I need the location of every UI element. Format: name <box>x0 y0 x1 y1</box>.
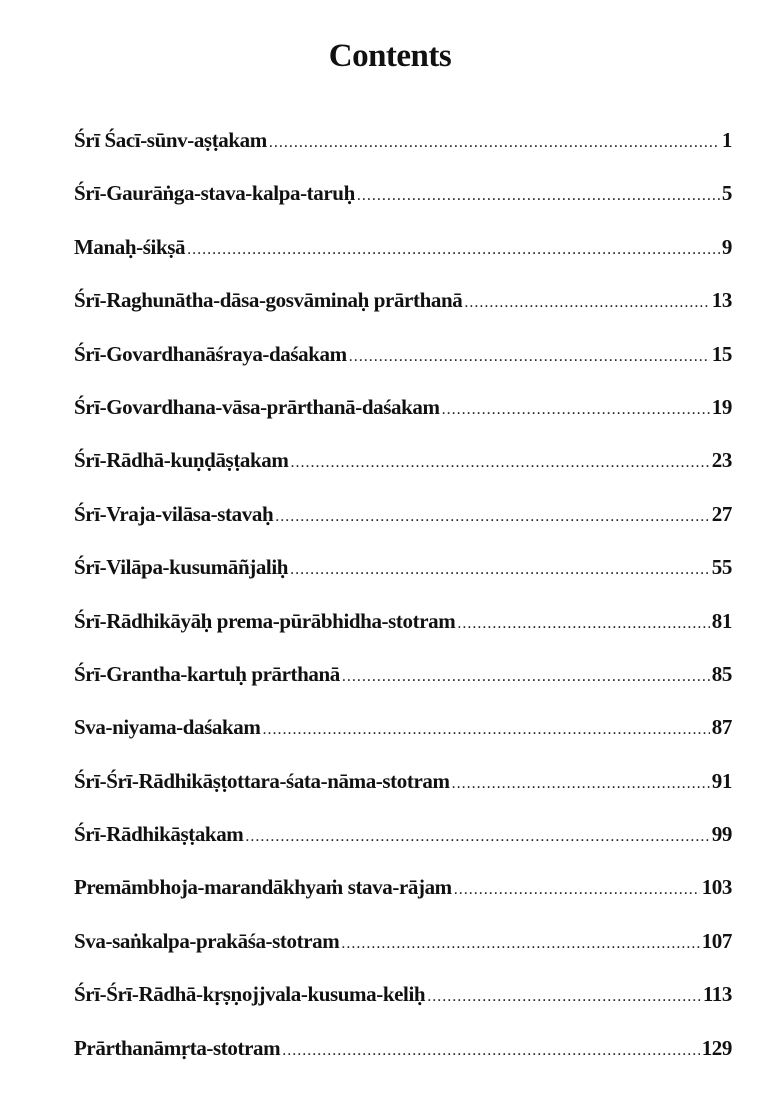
toc-entry-page: 9 <box>721 234 732 259</box>
toc-entry-title: Prārthanāmṛta-stotram <box>74 1035 281 1060</box>
toc-entry-page: 27 <box>711 501 732 526</box>
toc-entry-title: Śrī Śacī-sūnv-aṣṭakam <box>74 128 267 152</box>
toc-entry-page: 99 <box>711 822 732 847</box>
dot-leader <box>263 721 710 739</box>
toc-entry <box>74 448 732 501</box>
toc-entry-page: 5 <box>721 181 732 206</box>
toc-entry-page: 1 <box>721 128 732 152</box>
toc-entry <box>74 769 732 822</box>
toc-entry-title: Śrī-Govardhanāśraya-daśakam <box>74 341 347 366</box>
toc-entry-page: 91 <box>711 768 732 793</box>
dot-leader <box>341 935 699 953</box>
table-of-contents <box>74 128 732 1089</box>
toc-entry-title: Śrī-Grantha-kartuḥ prārthanā <box>74 661 340 686</box>
toc-entry <box>74 395 732 448</box>
toc-entry-title: Śrī-Śrī-Rādhikāṣṭottara-śata-nāma-stotram <box>74 768 450 793</box>
toc-entry <box>74 181 732 234</box>
toc-entry-page: 23 <box>711 448 732 473</box>
toc-entry <box>74 288 732 341</box>
toc-entry-title: Śrī-Vraja-vilāsa-stavaḥ <box>74 501 274 526</box>
toc-entry-page: 13 <box>711 288 732 313</box>
dot-leader <box>342 668 710 686</box>
toc-entry <box>74 715 732 768</box>
toc-entry <box>74 502 732 555</box>
dot-leader <box>457 615 709 633</box>
toc-entry <box>74 128 732 181</box>
toc-entry-title: Manaḥ-śikṣā <box>74 234 186 259</box>
dot-leader <box>269 134 720 152</box>
toc-entry <box>74 609 732 662</box>
toc-entry-title: Sva-niyama-daśakam <box>74 715 261 740</box>
toc-entry-title: Śrī-Govardhana-vāsa-prārthanā-daśakam <box>74 394 440 419</box>
toc-entry-page: 113 <box>702 982 732 1007</box>
toc-entry <box>74 662 732 715</box>
toc-entry-title: Śrī-Rādhikāṣṭakam <box>74 822 244 847</box>
toc-entry-title: Śrī-Raghunātha-dāsa-gosvāminaḥ prārthanā <box>74 288 463 313</box>
page-title: Contents <box>328 38 452 74</box>
toc-entry-page: 55 <box>711 555 732 580</box>
toc-entry <box>74 235 732 288</box>
dot-leader <box>357 187 720 205</box>
toc-entry <box>74 342 732 395</box>
toc-entry <box>74 875 732 928</box>
dot-leader <box>282 1042 699 1060</box>
toc-entry <box>74 822 732 875</box>
dot-leader <box>454 881 700 899</box>
toc-entry-title: Śrī-Śrī-Rādhā-kṛṣṇojjvala-kusuma-keliḥ <box>74 982 426 1007</box>
toc-entry-page: 15 <box>711 341 732 366</box>
toc-entry-title: Premāmbhoja-marandākhyaṁ stava-rājam <box>74 875 452 900</box>
dot-leader <box>464 294 709 312</box>
toc-entry-page: 19 <box>711 394 732 419</box>
dot-leader <box>452 775 710 793</box>
toc-entry-title: Śrī-Rādhikāyāḥ prema-pūrābhidha-stotram <box>74 608 456 633</box>
toc-entry-title: Sva-saṅkalpa-prakāśa-stotram <box>74 928 340 953</box>
toc-entry-page: 107 <box>701 928 732 953</box>
dot-leader <box>187 241 720 259</box>
toc-entry-title: Śrī-Vilāpa-kusumāñjaliḥ <box>74 555 289 580</box>
toc-entry-page: 87 <box>711 715 732 740</box>
toc-entry-page: 85 <box>711 661 732 686</box>
toc-entry-title: Śrī-Gaurāṅga-stava-kalpa-taruḥ <box>74 181 355 206</box>
dot-leader <box>290 561 710 579</box>
toc-entry-title: Śrī-Rādhā-kuṇḍāṣṭakam <box>74 448 289 473</box>
dot-leader <box>427 988 701 1006</box>
dot-leader <box>291 454 710 472</box>
toc-entry <box>74 555 732 608</box>
dot-leader <box>442 401 710 419</box>
toc-entry-page: 103 <box>701 875 732 900</box>
dot-leader <box>245 828 709 846</box>
toc-entry <box>74 929 732 982</box>
toc-entry-page: 129 <box>701 1035 732 1060</box>
toc-entry <box>74 1036 732 1089</box>
toc-entry <box>74 982 732 1035</box>
toc-entry-page: 81 <box>711 608 732 633</box>
dot-leader <box>349 348 710 366</box>
dot-leader <box>275 508 710 526</box>
